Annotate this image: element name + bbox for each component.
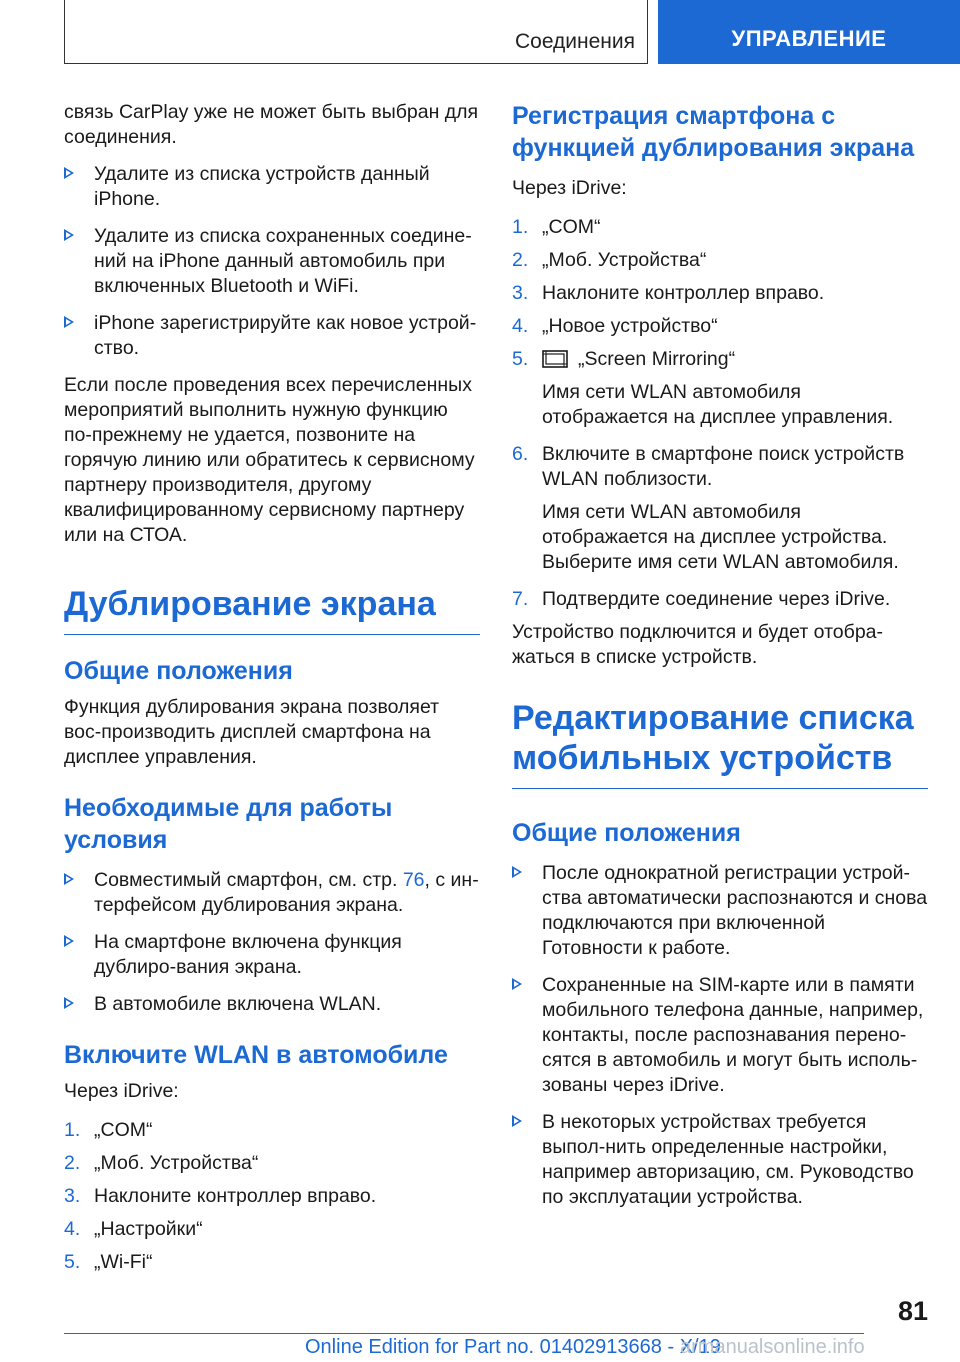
list-item: В автомобиле включена WLAN.	[64, 992, 480, 1017]
body-paragraph: Если после проведения всех перечисленных мероприятий выполнить нужную функцию по-прежнему не удается, позвоните на горячую линию или обратитесь к сервисному партнеру производителя, другому квалифицированному сервисному партнеру или на СТОА.	[64, 374, 475, 546]
step-item: 3. Наклоните контроллер вправо.	[512, 282, 825, 304]
triangle-bullet-icon	[512, 1115, 522, 1127]
list-item: Совместимый смартфон, см. стр. 76, с ин-терфейсом дублирования экрана.	[64, 868, 480, 918]
triangle-bullet-icon	[64, 935, 74, 947]
right-column	[512, 100, 928, 1222]
subsection-heading: Общие положения	[512, 819, 741, 847]
subsection-heading: Регистрация смартфона с функцией дублирования экрана	[512, 102, 915, 162]
edition-text: Online Edition for Part no. 01402913668 - X/19	[305, 1336, 721, 1358]
step-item: 1. „COM“	[512, 216, 601, 238]
footer-divider	[64, 1333, 864, 1334]
step-item: 5. „Wi-Fi“	[64, 1251, 153, 1273]
body-paragraph: Устройство подключится и будет отобра-жаться в списке устройств.	[512, 621, 884, 668]
chapter-tab	[658, 0, 960, 64]
intro-text: связь CarPlay уже не может быть выбран для соединения.	[64, 101, 479, 148]
triangle-bullet-icon	[64, 873, 74, 885]
page-link[interactable]: 76	[402, 869, 425, 891]
page-number: 81	[898, 1296, 929, 1326]
subsection-heading: Общие положения	[64, 657, 293, 685]
triangle-bullet-icon	[64, 229, 74, 241]
section-title: Соединения	[514, 30, 635, 53]
list-item: На смартфоне включена функция дублиро-вания экрана.	[64, 930, 480, 980]
step-item: 5. „Screen Mirroring“	[512, 348, 736, 370]
triangle-bullet-icon	[64, 997, 74, 1009]
header-frame	[64, 0, 648, 64]
step-item: 3. Наклоните контроллер вправо.	[64, 1185, 377, 1207]
step-item: 2. „Моб. Устройства“	[512, 249, 707, 271]
list-item: После однократной регистрации устрой-ства автоматически распознаются и снова подключаются при включенной Готовности к работе.	[512, 861, 928, 961]
body-paragraph: Функция дублирования экрана позволяет вос-производить дисплей смартфона на дисплее управления.	[64, 696, 440, 768]
triangle-bullet-icon	[64, 316, 74, 328]
via-idrive: Через iDrive:	[64, 1080, 179, 1102]
step-item: 4. „Новое устройство“	[512, 315, 718, 337]
via-idrive: Через iDrive:	[512, 177, 627, 199]
triangle-bullet-icon	[512, 978, 522, 990]
step-item: 6. Включите в смартфоне поиск устройств WLAN поблизости.	[512, 443, 905, 490]
left-column	[64, 100, 480, 1283]
subsection-heading: Необходимые для работы условия	[64, 794, 393, 854]
step-item: 7. Подтвердите соединение через iDrive.	[512, 588, 891, 610]
step-note: Имя сети WLAN автомобиля отображается на дисплее управления.	[542, 381, 894, 428]
list-item: Сохраненные на SIM-карте или в памяти мобильного телефона данные, например, контакты, после распознавания перено-сятся в автомобиль и могут быть исполь-зованы через iDrive.	[512, 973, 928, 1098]
list-item: Удалите из списка сохраненных соедине-ний на iPhone данный автомобиль при включенных Bluetooth и WiFi.	[64, 224, 480, 299]
subsection-heading: Включите WLAN в автомобиле	[64, 1041, 448, 1069]
watermark-text: armanualsonline.info	[680, 1336, 865, 1358]
screen-mirroring-icon	[542, 350, 568, 368]
step-item: 1. „COM“	[64, 1119, 153, 1141]
list-item: В некоторых устройствах требуется выпол-нить определенные настройки, например авторизацию, см. Руководство по эксплуатации устройства.	[512, 1110, 928, 1210]
step-item: 2. „Моб. Устройства“	[64, 1152, 259, 1174]
triangle-bullet-icon	[512, 866, 522, 878]
section-heading: Редактирование списка мобильных устройств	[512, 698, 928, 789]
triangle-bullet-icon	[64, 167, 74, 179]
list-item: iPhone зарегистрируйте как новое устрой-ство.	[64, 311, 480, 361]
list-item: Удалите из списка устройств данный iPhone.	[64, 162, 480, 212]
section-heading: Дублирование экрана	[64, 584, 480, 635]
step-item: 4. „Настройки“	[64, 1218, 203, 1240]
chapter-tab-label: УПРАВЛЕНИЕ	[731, 26, 887, 51]
step-note: Имя сети WLAN автомобиля отображается на дисплее устройства. Выберите имя сети WLAN автомобиля.	[542, 501, 899, 573]
